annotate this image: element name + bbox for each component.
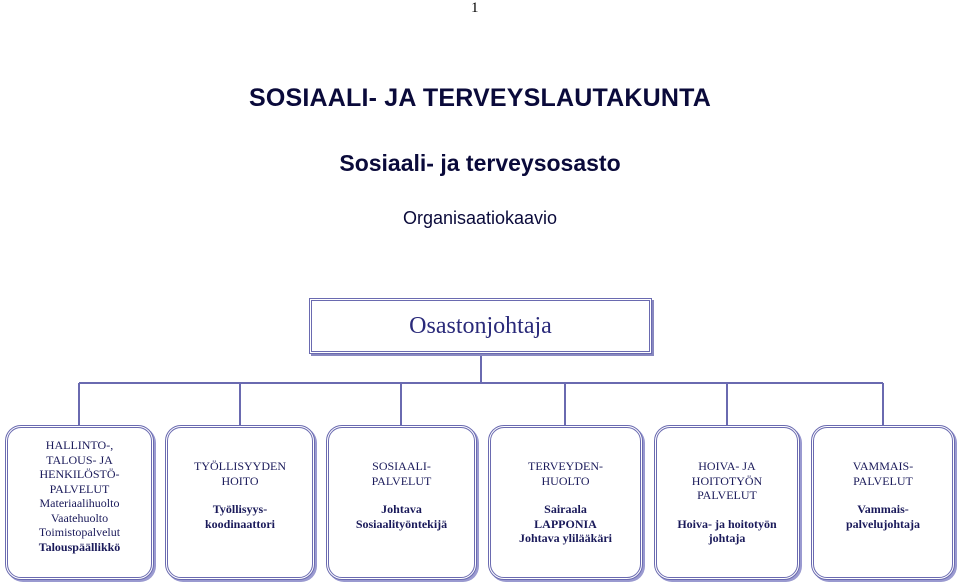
head-of-department-label: Osastonjohtaja [409,312,552,339]
unit-leader: Johtava ylilääkäri [518,531,612,545]
unit-title-line: TALOUS- JA [46,452,113,467]
unit-title [40,438,120,496]
unit-title [372,459,432,488]
chart-caption: Organisaatiokaavio [402,208,558,228]
unit-box-health-care [488,425,643,580]
unit-title-line: PALVELUT [371,473,432,488]
department-title: Sosiaali- ja terveysosasto [339,150,621,176]
unit-leader: koodinaattori [204,516,275,531]
unit-box-employment [165,425,315,580]
unit-leader: Sairaala [544,502,587,516]
unit-leader: palvelujohtaja [845,516,920,531]
unit-title-line: TERVEYDEN- [527,459,604,473]
unit-detail-line: Materiaalihuolto [39,496,120,510]
unit-leader: Talouspäällikkö [38,539,121,554]
unit-title-line: SOSIAALI- [372,459,431,473]
unit-title-line: HOITOTYÖN [691,473,763,488]
unit-title [692,459,762,503]
unit-box-social-services [326,425,477,580]
unit-leader: Johtava [381,502,422,516]
unit-detail-line: Toimistopalvelut [38,525,121,539]
unit-title-line: HUOLTO [541,473,590,488]
unit-title-line: PALVELUT [49,481,110,496]
unit-title-line: HOIVA- JA [698,459,756,473]
unit-title-line: HENKILÖSTÖ- [39,467,120,481]
unit-leader: Hoiva- ja hoitotyön [677,516,777,531]
board-title: SOSIAALI- JA TERVEYSLAUTAKUNTA [248,84,712,112]
unit-title-line: PALVELUT [853,473,913,488]
page-number: 1 [471,0,479,16]
head-of-department-box [309,298,652,354]
unit-title [528,459,603,488]
unit-leader: johtaja [708,531,746,545]
unit-detail-line: Vaatehuolto [50,510,109,525]
unit-box-care-services [654,425,800,580]
unit-title-line: TYÖLLISYYDEN [194,459,286,473]
unit-leader: Vammais- [857,502,909,516]
unit-box-disability-services [811,425,955,580]
unit-leader: LAPPONIA [534,516,597,531]
unit-leader: Työllisyys- [212,502,268,516]
unit-title [853,459,913,488]
unit-title [194,459,286,488]
unit-title-line: HOITO [221,473,259,488]
unit-title-line: PALVELUT [697,488,757,502]
unit-title-line: HALLINTO-, [45,438,114,452]
unit-title-line: VAMMAIS- [852,459,914,473]
unit-leader: Sosiaalityöntekijä [355,516,448,531]
unit-box-administration [5,425,154,580]
